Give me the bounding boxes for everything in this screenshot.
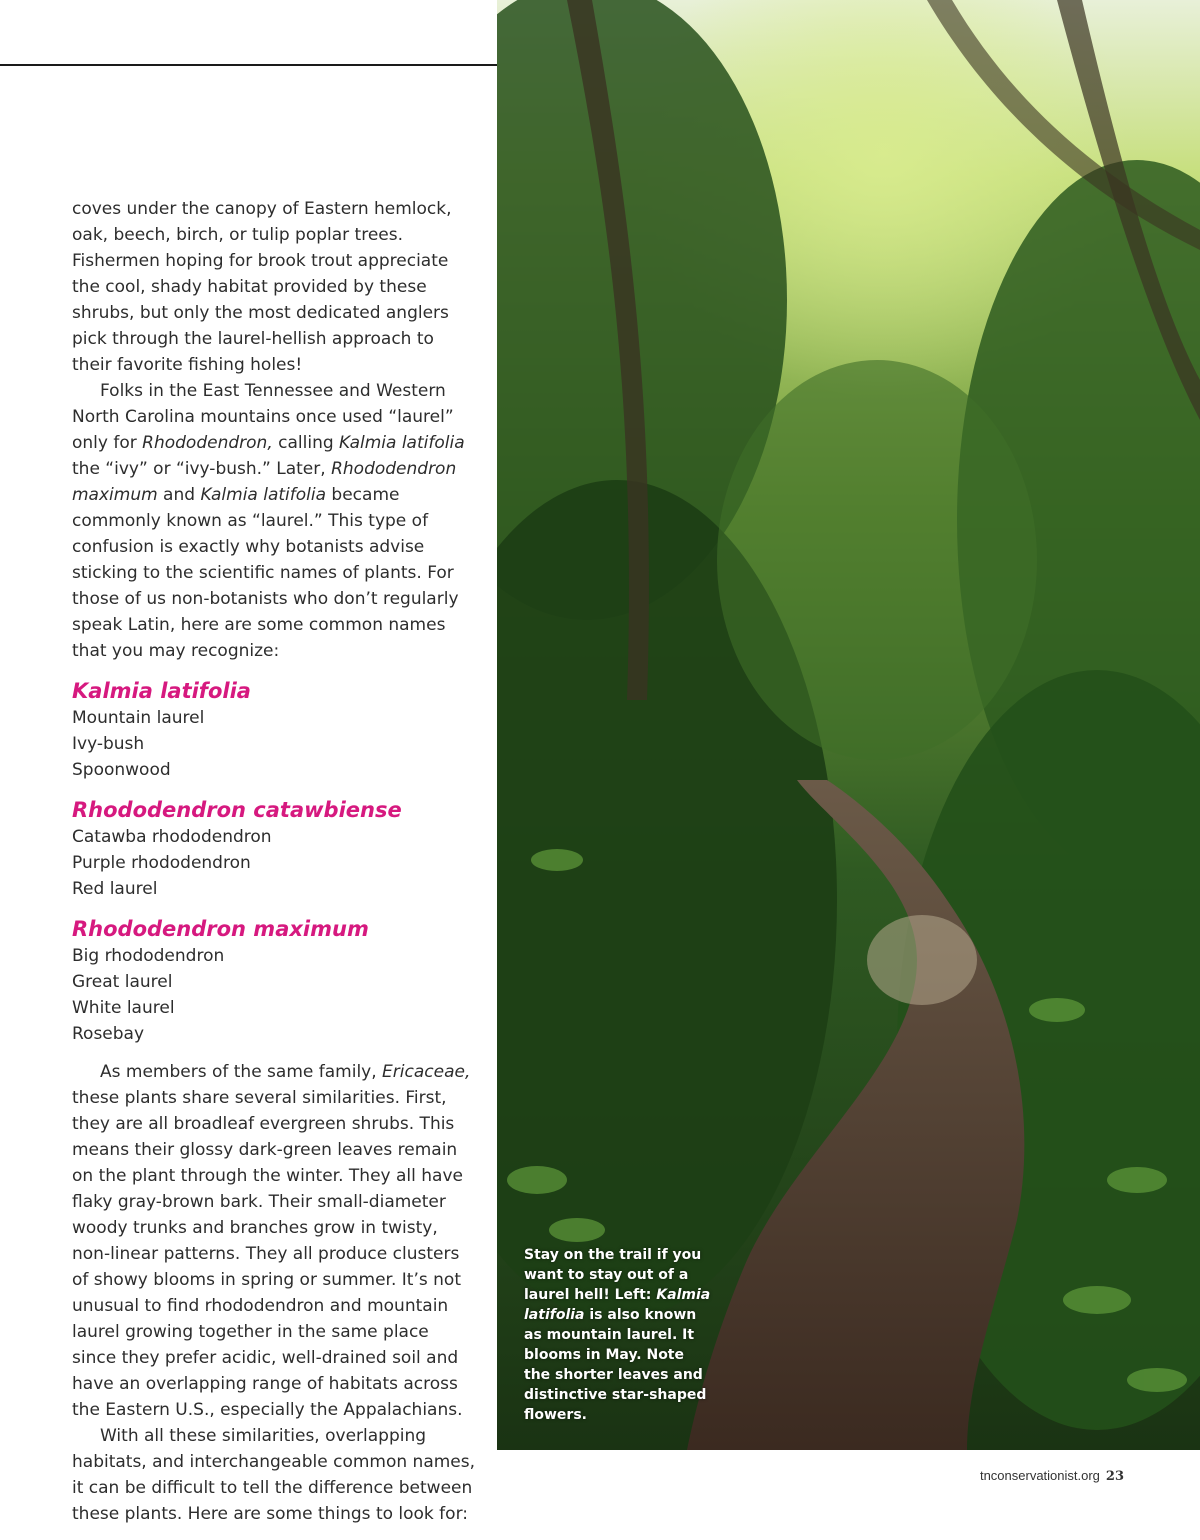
- common-name: Catawba rhododendron: [72, 827, 272, 847]
- paragraph-1: coves under the canopy of Eastern hemlock, oak, beech, birch, or tulip poplar trees. Fishermen hoping for brook trout appreciate the cool, shady habitat provided by these shrubs, but only the most dedicated anglers pick through the laurel-hellish approach to their favorite fishing holes!: [72, 199, 452, 375]
- top-rule: [0, 64, 497, 66]
- species-rhododendron-catawbiense: [72, 796, 476, 902]
- species-rhododendron-maximum: [72, 915, 476, 1047]
- species-heading: Rhododendron catawbiense: [72, 798, 402, 822]
- common-name: Spoonwood: [72, 760, 171, 780]
- page-number: 23: [1105, 1469, 1124, 1484]
- common-name: Red laurel: [72, 879, 158, 899]
- common-name: Purple rhododendron: [72, 853, 251, 873]
- common-name: Great laurel: [72, 972, 173, 992]
- photo-caption: Stay on the trail if you want to stay out of a laurel hell! Left: Kalmia latifolia is also known as mountain laurel. It blooms in May. Note the shorter leaves and distinctive star-shaped flowers.: [524, 1247, 711, 1423]
- common-name-list: [72, 705, 476, 783]
- species-kalmia-latifolia: [72, 677, 476, 783]
- common-name: Big rhododendron: [72, 946, 225, 966]
- website-url: tnconservationist.org: [979, 1468, 1100, 1483]
- common-name: White laurel: [72, 998, 175, 1018]
- common-name: Rosebay: [72, 1024, 145, 1044]
- species-heading: Kalmia latifolia: [72, 679, 251, 703]
- common-name: Ivy-bush: [72, 734, 145, 754]
- article-column: [72, 196, 476, 1527]
- common-name-list: [72, 943, 476, 1047]
- paragraph-2: Folks in the East Tennessee and Western North Carolina mountains once used “laurel” only for Rhododendron, calling Kalmia latifolia the “ivy” or “ivy-bush.” Later, Rhododendron maximum and Kalmia latifolia became commonly known as “laurel.” This type of confusion is exactly why botanists advise sticking to the scientific names of plants. For those of us non-botanists who don’t regularly speak Latin, here are some common names that you may recognize:: [72, 381, 465, 661]
- common-name: Mountain laurel: [72, 708, 205, 728]
- common-name-list: [72, 824, 476, 902]
- forest-trail-photo: [497, 0, 1200, 1450]
- species-heading: Rhododendron maximum: [72, 917, 369, 941]
- paragraph-4: With all these similarities, overlapping habitats, and interchangeable common names, it can be difficult to tell the difference between these plants. Here are some things to look for:: [72, 1426, 476, 1524]
- page-footer: [980, 1468, 1124, 1484]
- paragraph-3: As members of the same family, Ericaceae, these plants share several similarities. First, they are all broadleaf evergreen shrubs. This means their glossy dark-green leaves remain on the plant through the winter. They all have flaky gray-brown bark. Their small-diameter woody trunks and branches grow in twisty, non-linear patterns. They all produce clusters of showy blooms in spring or summer. It’s not unusual to find rhododendron and mountain laurel growing together in the same place since they prefer acidic, well-drained soil and have an overlapping range of habitats across the Eastern U.S., especially the Appalachians.: [72, 1062, 471, 1420]
